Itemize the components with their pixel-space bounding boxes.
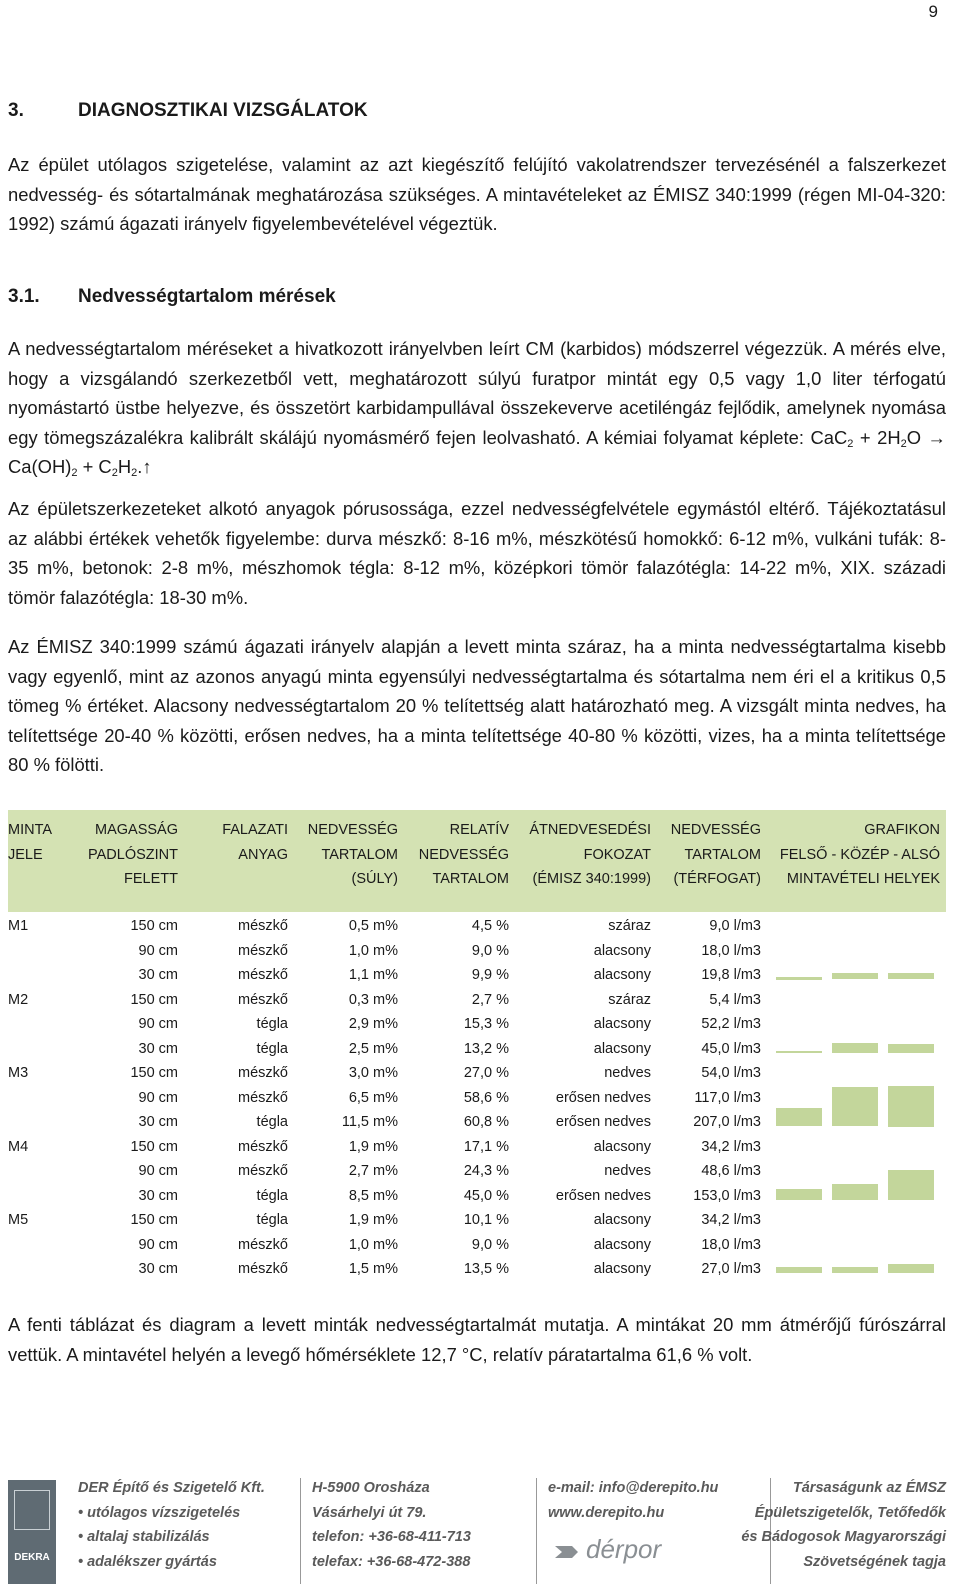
moisture-bar xyxy=(832,1043,878,1053)
cell-weight: 0,5 m% xyxy=(348,918,398,934)
cell-volume: 52,2 l/m3 xyxy=(701,1016,761,1032)
column-header: FALAZATI ANYAG xyxy=(222,822,288,863)
moisture-bar xyxy=(776,1051,822,1053)
cell-weight: 0,3 m% xyxy=(348,991,398,1008)
cell-degree: nedves xyxy=(604,1065,651,1081)
cell-height: 90 cm xyxy=(138,1089,178,1106)
column-header: GRAFIKON FELSŐ - KÖZÉP - ALSÓ MINTAVÉTELI HELYEK xyxy=(779,822,940,887)
cell-material: mészkő xyxy=(238,1163,288,1179)
summary-paragraph: A fenti táblázat és diagram a levett minták nedvességtartalmát mutatja. A mintákat 20 mm átmérőjű fúrószárral vettük. A mintavétel helyén a levegő hőmérséklete 12,7 °C, relatív páratartalma 61,6 % volt. xyxy=(8,1314,946,1365)
cell-weight: 2,5 m% xyxy=(348,1040,398,1057)
cell-id: M2 xyxy=(8,991,29,1008)
cell-volume: 34,2 l/m3 xyxy=(701,1212,761,1228)
cell-volume: 19,8 l/m3 xyxy=(701,967,761,983)
cell-weight: 1,9 m% xyxy=(348,1138,398,1155)
footer-contact xyxy=(548,1476,718,1525)
cell-relative: 2,7 % xyxy=(471,991,509,1008)
cell-degree: erősen nedves xyxy=(555,1187,651,1204)
cell-volume: 18,0 l/m3 xyxy=(701,1236,761,1253)
moisture-graph xyxy=(770,912,950,1292)
column-header: NEDVESSÉG TARTALOM (SÚLY) xyxy=(307,822,398,887)
cell-height: 150 cm xyxy=(130,1138,178,1155)
cell-relative: 15,3 % xyxy=(463,1016,509,1032)
cell-volume: 207,0 l/m3 xyxy=(693,1114,761,1130)
cell-relative: 24,3 % xyxy=(463,1163,509,1179)
cell-relative: 58,6 % xyxy=(463,1089,509,1106)
cell-relative: 13,2 % xyxy=(463,1040,509,1057)
subsection-heading xyxy=(8,286,336,308)
cell-weight: 6,5 m% xyxy=(348,1089,398,1106)
moisture-bar xyxy=(888,973,934,980)
cell-id: M4 xyxy=(8,1138,29,1155)
cell-volume: 9,0 l/m3 xyxy=(709,918,761,934)
moisture-bar xyxy=(776,977,822,980)
cell-degree: alacsony xyxy=(593,1261,651,1277)
method-text: A nedvességtartalom méréseket a hivatkozott irányelvben leírt CM (karbidos) módszerrel végezzük. A mérés elve, hogy a vizsgálandó szerkezetből vett, meghatározott súlyú furatpor mintát egy 0,5 vagy 1,0 liter térfogatú nyomástartó üstbe helyezve, és összetört karbidampullával összekeverve acetiléngáz fejlődik, amelynek nyomása egy tömegszázalékra kalibrált skálájú nyomásmérő fejen leolvasható. A kémiai folyamat képlete: xyxy=(8,338,946,448)
footer-company: DER Építő és Szigetelő Kft. • utólagos vízszigetelés • altalaj stabilizálás • adalékszer gyártás xyxy=(78,1480,265,1570)
cell-material: mészkő xyxy=(238,991,288,1008)
cell-height: 30 cm xyxy=(138,1261,178,1277)
cell-volume: 45,0 l/m3 xyxy=(701,1040,761,1057)
cell-degree: erősen nedves xyxy=(555,1114,651,1130)
cell-relative: 9,0 % xyxy=(471,942,509,959)
cell-relative: 60,8 % xyxy=(463,1114,509,1130)
cell-id: M5 xyxy=(8,1212,29,1228)
cell-height: 150 cm xyxy=(130,918,178,934)
cell-id: M3 xyxy=(8,1065,29,1081)
cell-volume: 117,0 l/m3 xyxy=(694,1089,761,1106)
cell-material: mészkő xyxy=(238,1065,288,1081)
porosity-paragraph: Az épületszerkezeteket alkotó anyagok pórusossága, ezzel nedvességfelvétele egymástól eltérő. Tájékoztatásul az alábbi értékek vehetők figyelembe: durva mészkő: 8-16 m%, mészkötésű homokkő: 6-12 m%, vulkáni tufák: 8-35 m%, betonok: 2-8 m%, mészhomok tégla: 8-12 m%, középkori tömör falazótégla: 14-22 m%, XIX. századi tömör falazótégla: 18-30 m%. xyxy=(8,498,946,608)
column-header: ÁTNEDVESEDÉSI FOKOZAT (ÉMISZ 340:1999) xyxy=(529,822,651,887)
certification-badge xyxy=(8,1480,56,1584)
cell-material: tégla xyxy=(256,1016,288,1032)
cell-degree: száraz xyxy=(608,918,651,934)
cell-weight: 8,5 m% xyxy=(348,1187,398,1204)
email-link[interactable]: e-mail: info@derepito.hu xyxy=(548,1480,719,1496)
cell-material: tégla xyxy=(256,1212,288,1228)
footer xyxy=(0,1476,960,1588)
column-header: RELATÍV NEDVESSÉG TARTALOM xyxy=(418,822,509,887)
cell-material: tégla xyxy=(256,1187,288,1204)
cell-degree: alacsony xyxy=(593,1212,651,1228)
cell-volume: 48,6 l/m3 xyxy=(701,1163,761,1179)
cell-degree: alacsony xyxy=(593,1236,651,1253)
cell-relative: 17,1 % xyxy=(463,1138,509,1155)
cell-weight: 1,5 m% xyxy=(348,1261,398,1277)
moisture-bar xyxy=(888,1170,934,1200)
cell-relative: 9,9 % xyxy=(471,967,509,983)
cell-relative: 10,1 % xyxy=(463,1212,509,1228)
cell-relative: 13,5 % xyxy=(463,1261,509,1277)
cell-degree: erősen nedves xyxy=(555,1089,651,1106)
chemical-formula: $CaC_2 + 2H_2O \to Ca(OH)_2$ + $C_2H_2.↑$ xyxy=(8,426,946,479)
cell-material: tégla xyxy=(256,1040,288,1057)
cell-volume: 54,0 l/m3 xyxy=(701,1065,761,1081)
standard-paragraph: Az ÉMISZ 340:1999 számú ágazati irányelv alapján a levett minta száraz, ha a minta nedvességtartalma kisebb vagy egyenlő, mint az azonos anyagú minta egyensúlyi nedvességtartalma és sótartalma nem éri el a kritikus 0,5 tömeg % értéket. Alacsony nedvességtartalom 20 % telítettség alatt határozható meg. A vizsgált minta nedves, ha telítettsége 20-40 % közötti, erősen nedves, ha a minta telítettsége 40-80 % közötti, vizes, ha a minta telítettsége 80 % fölötti. xyxy=(8,636,946,775)
dekra-label: DEKRA xyxy=(14,1552,50,1563)
column-header: MAGASSÁG PADLÓSZINT FELETT xyxy=(88,822,178,887)
cell-height: 150 cm xyxy=(130,991,178,1008)
subsection-number: 3.1. xyxy=(8,286,40,307)
cell-relative: 45,0 % xyxy=(463,1187,509,1204)
cell-volume: 153,0 l/m3 xyxy=(693,1187,761,1204)
cell-material: mészkő xyxy=(238,918,288,934)
cell-weight: 2,7 m% xyxy=(348,1163,398,1179)
cell-material: mészkő xyxy=(238,1236,288,1253)
cell-relative: 27,0 % xyxy=(463,1065,509,1081)
cell-degree: száraz xyxy=(608,991,651,1008)
moisture-bar xyxy=(776,1267,822,1274)
cell-relative: 9,0 % xyxy=(471,1236,509,1253)
cell-weight: 1,1 m% xyxy=(348,967,398,983)
subsection-title: Nedvességtartalom mérések xyxy=(78,286,336,307)
section-heading xyxy=(8,100,368,122)
column-header: NEDVESSÉG TARTALOM (TÉRFOGAT) xyxy=(670,822,761,887)
moisture-bar xyxy=(832,973,878,979)
moisture-bar xyxy=(832,1184,878,1200)
moisture-bar xyxy=(888,1044,934,1053)
moisture-bar xyxy=(888,1086,934,1127)
cell-height: 150 cm xyxy=(130,1065,178,1081)
moisture-bar xyxy=(776,1108,822,1126)
moisture-bar xyxy=(776,1189,822,1201)
footer-divider xyxy=(536,1478,537,1584)
cell-weight: 1,0 m% xyxy=(348,942,398,959)
website-link[interactable]: www.derepito.hu xyxy=(548,1504,665,1521)
cell-material: mészkő xyxy=(238,1138,288,1155)
column-header: MINTA JELE xyxy=(8,822,53,863)
moisture-bar xyxy=(888,1264,934,1273)
cell-volume: 27,0 l/m3 xyxy=(701,1261,761,1277)
cell-weight: 2,9 m% xyxy=(348,1016,398,1032)
cell-material: tégla xyxy=(256,1114,288,1130)
cell-degree: nedves xyxy=(604,1163,651,1179)
cell-height: 30 cm xyxy=(138,1040,178,1057)
footer-membership: Társaságunk az ÉMSZ Épületszigetelők, Tetőfedők és Bádogosok Magyarországi Szövetségének tagja xyxy=(741,1480,946,1570)
section-title: DIAGNOSZTIKAI VIZSGÁLATOK xyxy=(78,100,368,121)
cell-volume: 18,0 l/m3 xyxy=(701,942,761,959)
cell-height: 90 cm xyxy=(138,1163,178,1179)
cell-height: 30 cm xyxy=(138,1114,178,1130)
cell-volume: 5,4 l/m3 xyxy=(709,991,761,1008)
method-paragraph xyxy=(8,334,946,482)
cell-degree: alacsony xyxy=(593,1016,651,1032)
cell-degree: alacsony xyxy=(593,1138,651,1155)
derpor-logo: dérpor xyxy=(552,1534,682,1568)
cell-material: mészkő xyxy=(238,967,288,983)
moisture-bar xyxy=(832,1267,878,1273)
cell-height: 90 cm xyxy=(138,1236,178,1253)
cell-height: 90 cm xyxy=(138,1016,178,1032)
cell-weight: 11,5 m% xyxy=(341,1114,398,1130)
cell-height: 30 cm xyxy=(138,1187,178,1204)
cell-height: 90 cm xyxy=(138,942,178,959)
cell-degree: alacsony xyxy=(593,967,651,983)
cell-height: 30 cm xyxy=(138,967,178,983)
intro-paragraph: Az épület utólagos szigetelése, valamint az azt kiegészítő felújító vakolatrendszer tervezésénél a falszerkezet nedvesség- és sótartalmának meghatározása szükséges. A mintavételeket az ÉMISZ 340:1999 (régen MI-04-320: 1992) számú ágazati irányelv figyelembevételével végeztük. xyxy=(8,154,946,234)
cell-id: M1 xyxy=(8,918,29,934)
cell-weight: 1,9 m% xyxy=(348,1212,398,1228)
cell-degree: alacsony xyxy=(593,1040,651,1057)
cell-material: mészkő xyxy=(238,1089,288,1106)
cell-relative: 4,5 % xyxy=(471,918,509,934)
footer-address: H-5900 Orosháza Vásárhelyi út 79. telefon: +36-68-411-713 telefax: +36-68-472-388 xyxy=(312,1480,471,1570)
cell-weight: 1,0 m% xyxy=(348,1236,398,1253)
page-number: 9 xyxy=(928,2,938,21)
cell-degree: alacsony xyxy=(593,942,651,959)
cell-height: 150 cm xyxy=(130,1212,178,1228)
moisture-bar xyxy=(832,1087,878,1127)
section-number: 3. xyxy=(8,100,24,121)
cell-volume: 34,2 l/m3 xyxy=(701,1138,761,1155)
footer-divider xyxy=(300,1478,301,1584)
cell-weight: 3,0 m% xyxy=(348,1065,398,1081)
cell-material: mészkő xyxy=(238,1261,288,1277)
cell-material: mészkő xyxy=(238,942,288,959)
